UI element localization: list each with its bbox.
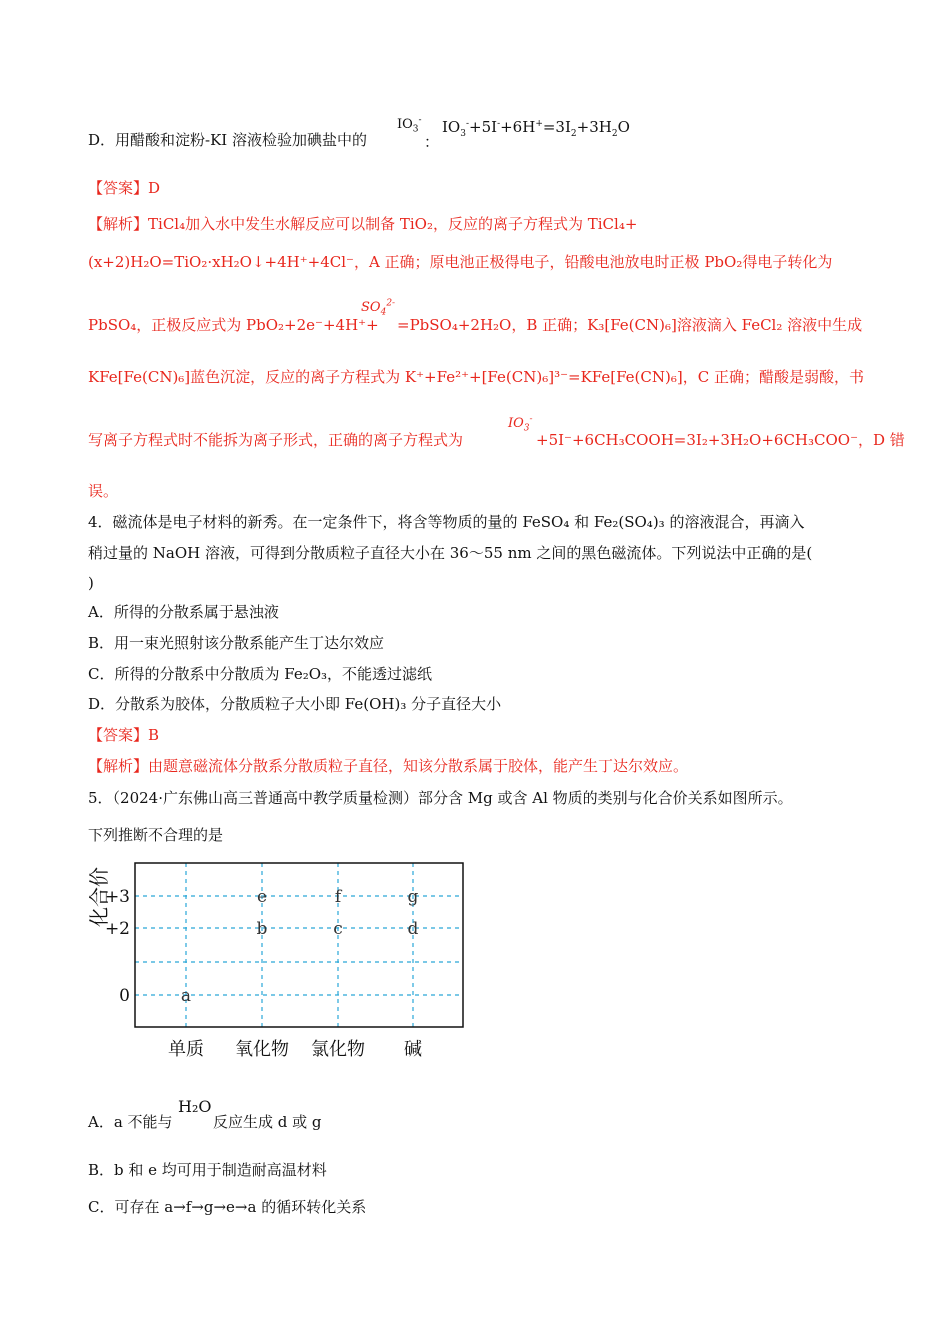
y-tick-label: 0 bbox=[119, 986, 130, 1006]
q5-option-c: C．可存在 a→f→g→e→a 的循环转化关系 bbox=[88, 1198, 367, 1216]
water-formula: H₂O bbox=[178, 1097, 212, 1116]
valence-category-chart bbox=[88, 852, 478, 1067]
q5-option-a-pre: A．a 不能与 bbox=[88, 1113, 173, 1131]
explanation-3-head: 【解析】 bbox=[88, 215, 149, 233]
point-label-d: d bbox=[407, 919, 419, 939]
q4-option-d: D．分散系为胶体，分散质粒子大小即 Fe(OH)₃ 分子直径大小 bbox=[88, 695, 502, 713]
q5-stem-1: 5．（2024·广东佛山高三普通高中教学质量检测）部分含 Mg 或含 Al 物质的类别与化合价关系如图所示。 bbox=[88, 789, 793, 807]
q4-option-c: C．所得的分散系中分散质为 Fe₂O₃，不能透过滤纸 bbox=[88, 665, 433, 683]
x-category-label: 单质 bbox=[168, 1039, 204, 1060]
q4-stem-2: 稍过量的 NaOH 溶液，可得到分散质粒子直径大小在 36～55 nm 之间的黑色磁流体。下列说法中正确的是( bbox=[88, 544, 813, 562]
y-axis-label: 化合价 bbox=[88, 867, 111, 927]
explanation-4 bbox=[88, 756, 688, 776]
explanation-3-text-1: TiCl₄加入水中发生水解反应可以制备 TiO₂，反应的离子方程式为 TiCl₄+ bbox=[148, 215, 638, 233]
point-label-g: g bbox=[407, 887, 419, 907]
chart-svg bbox=[88, 852, 478, 1067]
q4-stem-1: 4．磁流体是电子材料的新秀。在一定条件下，将含等物质的量的 FeSO₄ 和 Fe₂(SO₄)₃ 的溶液混合，再滴入 bbox=[88, 513, 805, 531]
point-label-a: a bbox=[180, 986, 192, 1006]
explanation-3-line-5a: 写离子方程式时不能拆为离子形式，正确的离子方程式为 bbox=[88, 431, 464, 449]
explanation-3-line-3b: =PbSO₄+2H₂O，B 正确；K₃[Fe(CN)₆]溶液滴入 FeCl₂ 溶液中生成 bbox=[397, 316, 863, 334]
iodate-ion-text: IO bbox=[397, 117, 413, 132]
point-label-e: e bbox=[256, 887, 268, 907]
q4-option-a: A．所得的分散系属于悬浊液 bbox=[88, 603, 279, 621]
q4-option-b: B．用一束光照射该分散系能产生丁达尔效应 bbox=[88, 634, 385, 652]
point-label-f: f bbox=[334, 887, 342, 907]
iodate-ion-2-text: IO bbox=[508, 416, 524, 431]
explanation-3-line-2: (x+2)H₂O=TiO₂·xH₂O↓+4H⁺+4Cl⁻，A 正确；原电池正极得电子，铅酸电池放电时正极 PbO₂得电子转化为 bbox=[88, 253, 833, 271]
explanation-4-head: 【解析】 bbox=[88, 757, 149, 775]
q3-option-d bbox=[88, 130, 367, 150]
q5-stem-2: 下列推断不合理的是 bbox=[88, 826, 224, 844]
answer-4: 【答案】B bbox=[88, 726, 160, 744]
explanation-3-line-1 bbox=[88, 214, 637, 234]
q4-stem-3: ) bbox=[88, 574, 94, 592]
q3-colon: ： bbox=[424, 133, 440, 151]
y-tick-label: +2 bbox=[104, 919, 130, 939]
explanation-3-line-6: 误。 bbox=[88, 482, 119, 500]
q3-option-d-label: D．用醋酸和淀粉-KI 溶液检验加碘盐中的 bbox=[88, 131, 367, 149]
explanation-3-line-5b: +5I⁻+6CH₃COOH=3I₂+3H₂O+6CH₃COO⁻，D 错 bbox=[536, 431, 905, 449]
q5-option-b: B．b 和 e 均可用于制造耐高温材料 bbox=[88, 1161, 327, 1179]
q5-option-a-post: 反应生成 d 或 g bbox=[213, 1113, 322, 1131]
y-tick-label: +3 bbox=[104, 887, 130, 907]
answer-3: 【答案】D bbox=[88, 179, 161, 197]
point-label-b: b bbox=[256, 919, 268, 939]
x-category-label: 氯化物 bbox=[311, 1039, 365, 1060]
explanation-3-line-3: PbSO₄，正极反应式为 PbO₂+2e⁻+4H⁺+ bbox=[88, 316, 379, 334]
q3-equation: $IO_3^-+5I^-+6H^+=3I_2+3H_2O$ bbox=[442, 118, 630, 139]
explanation-4-text: 由题意磁流体分散系分散质粒子直径，知该分散系属于胶体，能产生丁达尔效应。 bbox=[148, 757, 689, 775]
x-category-label: 碱 bbox=[404, 1039, 422, 1060]
q5-option-a bbox=[88, 1112, 173, 1132]
iodate-ion-2: $IO_3^-$ bbox=[508, 414, 533, 434]
sulfate-ion-text: SO bbox=[361, 300, 381, 315]
x-category-label: 氧化物 bbox=[235, 1039, 289, 1060]
iodate-ion: $IO_3^-$ bbox=[397, 115, 422, 135]
sulfate-ion: $SO_4^{2-}$ bbox=[361, 298, 396, 318]
point-label-c: c bbox=[333, 919, 343, 939]
explanation-3-line-4: KFe[Fe(CN)₆]蓝色沉淀，反应的离子方程式为 K⁺+Fe²⁺+[Fe(CN)₆]³⁻=KFe[Fe(CN)₆]，C 正确；醋酸是弱酸，书 bbox=[88, 368, 864, 386]
